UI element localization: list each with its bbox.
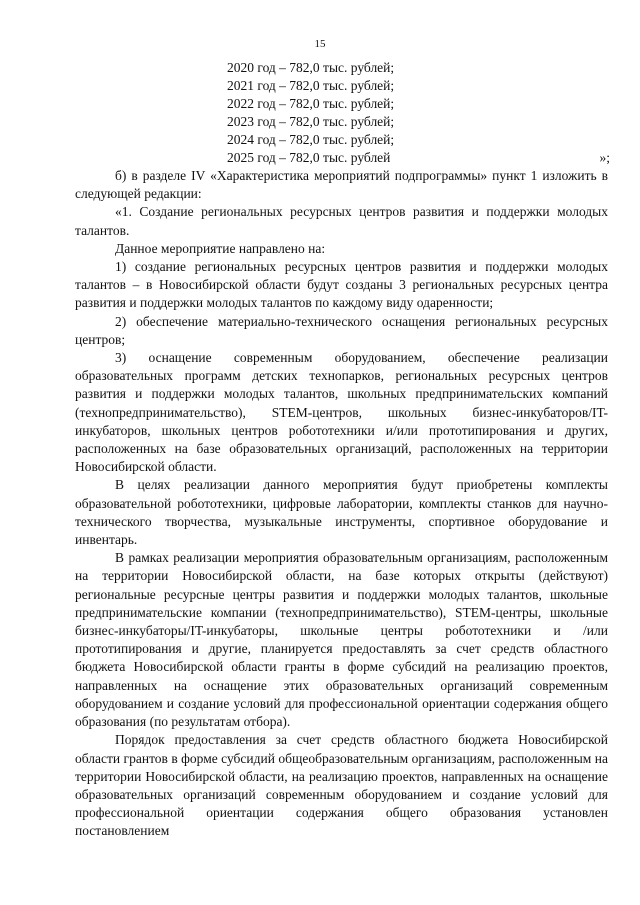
section-heading: «1. Создание региональных ресурсных центров развития и поддержки молодых талантов. [75, 204, 608, 238]
funding-line-text: 2022 год – 782,0 тыс. рублей; [227, 96, 395, 111]
funding-line-text: 2025 год – 782,0 тыс. рублей [227, 150, 391, 165]
body-text [75, 167, 608, 841]
funding-line-2022 [0, 95, 640, 113]
equipment-paragraph: В целях реализации данного мероприятия будут приобретены комплекты образовательной робототехники, цифровые лаборатории, комплекты станков для научно-технического творчества, музыкальные инструменты, спортивное оборудование и инвентарь. [75, 477, 608, 548]
list-item-1: 1) создание региональных ресурсных центров развития и поддержки молодых талантов – в Новосибирской области будут созданы 3 региональных ресурсных центра развития и поддержки молодых талантов по каждому виду одаренности; [75, 259, 608, 311]
funding-line-text: 2023 год – 782,0 тыс. рублей; [227, 114, 395, 129]
funding-line-text: 2021 год – 782,0 тыс. рублей; [227, 78, 395, 93]
funding-line-2025 [0, 149, 640, 167]
procedure-paragraph: Порядок предоставления за счет средств областного бюджета Новосибирской области грантов в форме субсидий общеобразовательным организациям, расположенным на территории Новосибирской области, на реализацию проектов, направленных на оснащение образовательных организаций современным оборудованием и создание условий для профессиональной ориентации содержания общего образования установлен постановлением [75, 732, 608, 839]
funding-line-text: 2024 год – 782,0 тыс. рублей; [227, 132, 395, 147]
closing-quote: »; [599, 150, 610, 165]
grants-paragraph: В рамках реализации мероприятия образовательным организациям, расположенным на территории Новосибирской области, на базе которых открыты (действуют) региональные ресурсные центры развития и поддержки молодых талантов, школьные предпринимательские компании (технопредпринимательство), STEM-центры, школьные бизнес-инкубаторы/IT-инкубаторы, школьные центры робототехники и /или прототипирования и другие, планируется предоставлять за счет средств областного бюджета Новосибирской области гранты в форме субсидий на реализацию проектов, направленных на оснащение этих образовательных организаций современным оборудованием и создание условий для профессиональной ориентации содержания общего образования (по результатам отбора). [75, 550, 608, 730]
intro-paragraph: Данное мероприятие направлено на: [115, 240, 326, 256]
funding-line-2024 [0, 131, 640, 149]
list-item-3: 3) оснащение современным оборудованием, обеспечение реализации образовательных программ детских технопарков, региональных ресурсных центров развития и поддержки молодых талантов, школьных предпринимательских компаний (технопредпринимательство), STEM-центров, школьных бизнес-инкубаторов/IT-инкубаторов, школьных центров робототехники и/или прототипирования и других, расположенных на базе образовательных организаций, расположенных на территории Новосибирской области. [75, 350, 608, 475]
funding-line-2023 [0, 113, 640, 131]
amendment-instruction: б) в разделе IV «Характеристика мероприятий подпрограммы» пункт 1 изложить в следующей редакции: [75, 168, 608, 202]
list-item-2: 2) обеспечение материально-технического оснащения региональных ресурсных центров; [75, 313, 608, 347]
funding-list [0, 59, 640, 167]
page-number: 15 [314, 38, 326, 50]
funding-line-text: 2020 год – 782,0 тыс. рублей; [227, 60, 395, 75]
funding-line-2020 [0, 59, 640, 77]
funding-line-2021 [0, 77, 640, 95]
